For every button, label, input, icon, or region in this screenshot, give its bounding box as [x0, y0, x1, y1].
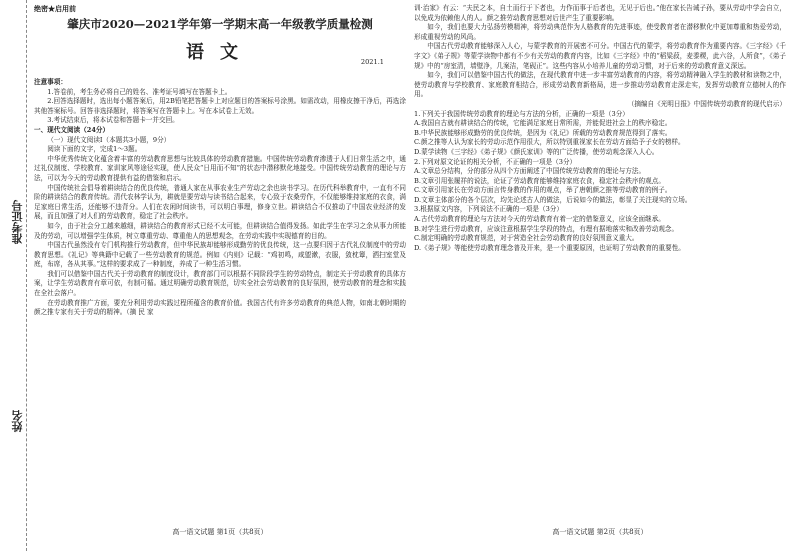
notes-title: 注意事项：: [34, 78, 67, 86]
page-2-footer: 高一语文试题 第2页（共8页）: [552, 528, 648, 536]
passage-paragraph: 如今，由于社会分工越来越细，耕读结合的教育形式已经不太可能，但耕读结合值得发扬。如此学生在学习之余从事力所能及的劳动，可以增强学生体质，树立尊重劳动、尊重他人的思想观念，在劳动实践中实现德育的目的。: [34, 221, 406, 240]
binding-margin: [0, 0, 28, 551]
question-option: A.文章总分结构，分的部分从四个方面阐述了中国传统劳动教育的理论与方法。: [414, 167, 646, 176]
question-option: B.文章引用张履祥的说法，论证了劳动教育能够维持家庭衣食，稳定社会秩序的观点。: [414, 176, 665, 185]
page-2: [414, 0, 786, 551]
page-2-body: [414, 4, 786, 253]
exam-title: 肇庆市2020—2021学年第一学期末高一年级教学质量检测: [67, 17, 373, 31]
question-option: C.颜之推等人认为家长的劳动示范作用很大，所以特别重视家长在劳动方面给予子女的榜样。: [414, 138, 685, 147]
note-item: 3.考试结束后，将本试卷和答题卡一并交回。: [47, 116, 179, 125]
question-stem: 3.根据原文内容，下列说法不正确的一项是（3分）: [414, 205, 563, 214]
question-option: B.对学生进行劳动教育，应该注意根据学生学段的特点，有理有据地落实和改善劳动观念。: [414, 224, 679, 233]
question-stem: 2.下列对原文论证的相关分析，不正确的一项是（3分）: [414, 157, 577, 166]
page-1-body: [34, 78, 406, 318]
passage-paragraph: 中国古代虽然没有专门机构推行劳动教育，但中华民族却能够形成勤劳的优良传统，这一点要归因于古代礼仪制度中的劳动教育思想。《礼记》等典籍中记载了一些劳动教育的规范。例如《内则》记载：“鸡初鸣，咸盥漱，衣服，敛枕簟，洒扫室堂及庭，布席，各从其事。”这样的要求成了一种制度，养成了一种生活习惯。: [34, 241, 406, 269]
passage-source: （摘编自《光明日报》中国传统劳动教育的现代启示）: [627, 99, 786, 108]
exam-date: 2021.1: [360, 58, 384, 66]
question-option: C.文章引用家长在劳动方面言传身教的作用的观点，举了唐朝颜之推等劳动教育的例子。: [414, 186, 672, 195]
exam-number-label: 准考证号: [11, 200, 24, 244]
passage-paragraph: 中国古代劳动教育能够深入人心，与蒙学教育的开展密不可分。中国古代的蒙学，将劳动教育作为重要内容。《三字经》《千字文》《弟子规》等蒙学读物中都有不少有关劳动的教育内容，比如《三字经》中的“稻粱菽，麦黍稷，此六谷，人所食”，《弟子规》中的“房室清，墙壁净，几案洁，笔砚正”。这些内容从小培养儿童的劳动习惯，对于后来的劳动教育意义深远。: [414, 42, 786, 70]
question-option: B.中华民族能够形成勤劳的优良传统，是因为《礼记》所载的劳动教育规范得到了落实。: [414, 128, 672, 137]
passage-paragraph: 在劳动教育推广方面，要充分利用劳动实践过程所蕴含的教育价值。我国古代有许多劳动教育的典范人物，如南北朝时期的颜之推专家有关于劳动的精神。（摘 民 家: [34, 298, 406, 317]
page-1: [34, 0, 406, 551]
passage-paragraph: 如今，我们可以借鉴中国古代的做法，在现代教育中进一步丰富劳动教育的内容，将劳动精神融入学生的教材和读物之中，使劳动教育与学校教育、家庭教育相结合，形成劳动教育新格局，进一步推动劳动教育走深走实，发挥劳动教育立德树人的作用。: [414, 71, 786, 99]
question-option: D.蒙学读物《三字经》《弟子规》《颜氏家训》等的广泛传播，使劳动观念深入人心。: [414, 147, 659, 156]
note-item: 2.回答选择题时，选出每小题答案后，用2B铅笔把答题卡上对应题目的答案标号涂黑。如需改动，用橡皮擦干净后，再选涂其他答案标号。回答非选择题时，将答案写在答题卡上。写在本试卷上无效。: [34, 97, 406, 115]
passage-paragraph: 如今，我们也要大力弘扬劳模精神，将劳动典范作为人格教育的先进事迹，使受教育者在潜移默化中更加尊重和热爱劳动，形成重视劳动的风尚。: [414, 23, 786, 41]
question-option: D.文章主体部分的各个层次，均先论述古人的做法，后说如今的做法，彰显了关注现实的立场。: [414, 195, 692, 204]
question-option: A.古代劳动教育的理论与方法对今天的劳动教育有着一定的借鉴意义，应该全面继承。: [414, 215, 665, 224]
reading-instruction: 阅读下面的文字，完成1～3题。: [47, 145, 142, 154]
section-heading: 一、现代文阅读（24分）: [34, 125, 110, 134]
cut-line: [26, 0, 27, 551]
passage-paragraph: 中国传统社会倡导着耕读结合的优良传统，普通人家在从事农业生产劳动之余也读书学习。在历代科举教育中，一直有不同阶的耕读结合的教育传统。清代农林学认为，耕就是要劳动与读书结合起来，专心致于农桑劳作，不仅能够维持家庭的衣食，满足家庭日常生活，还能够不违背分。人们在农闲时间读书，可以明白事理，修身立世。耕读结合不仅推动了中国农业经济的发展，而且加强了对人们的劳动教育，稳定了社会秩序。: [34, 183, 406, 221]
question-option: D.《弟子规》等能使劳动教育理念普及开来，是一个重要原因，也证明了劳动教育的重要性。: [414, 243, 685, 252]
passage-paragraph: 中华优秀传统文化蕴含着丰富的劳动教育思想与比较具体的劳动教育措施。中国传统劳动教育渗透于人们日常生活之中，通过礼仪制度、学校教育、家训家风等途径实现，使人民众“日用而不知”的状态中潜移默化地接受。中国传统劳动教育的理论与方法，可以为今天的劳动教育提供有益的借鉴和启示。: [34, 154, 406, 182]
note-item: 1.答卷前，考生务必将自己的姓名、准考证号填写在答题卡上。: [47, 87, 232, 96]
name-label: 姓名: [11, 410, 24, 432]
subsection-heading: （一）现代文阅读Ⅰ（本题共3小题，9分）: [47, 135, 171, 144]
page-1-footer: 高一语文试题 第1页（共8页）: [172, 528, 268, 536]
question-option: C.制定明确的劳动教育规范，对于营造全社会劳动教育的良好氛围意义重大。: [414, 234, 639, 243]
passage-paragraph: 我们可以借鉴中国古代关于劳动教育的制度设计，教育部门可以根据不同阶段学生的劳动特点，制定关于劳动教育的具体方案，让学生劳动教育有章可依，有制可循。通过明确劳动教育规范，切实全社会劳动教育的良好氛围，使劳动教育的理念和实践在全社会落户。: [34, 269, 406, 298]
subject-title: 语文: [186, 42, 254, 63]
passage-continuation: 训·治家》有云：“夫民之本，自土而行于下者也，力作而事于后者也，无见于后也。”他在家长告诫子孙，要从劳动中学会自立，以免成为依赖他人的人。颜之推劳动教育思想对后世产生了重要影响。: [414, 4, 786, 22]
question-stem: 1.下列关于我国传统劳动教育的理论与方法的分析，正确的一项是（3分）: [414, 109, 629, 118]
question-option: A.我国自古就有耕读结合的传统，它能满足家庭日常所需，并能促进社会上的秩序稳定。: [414, 119, 672, 128]
secret-label: 绝密★启用前: [34, 4, 76, 13]
